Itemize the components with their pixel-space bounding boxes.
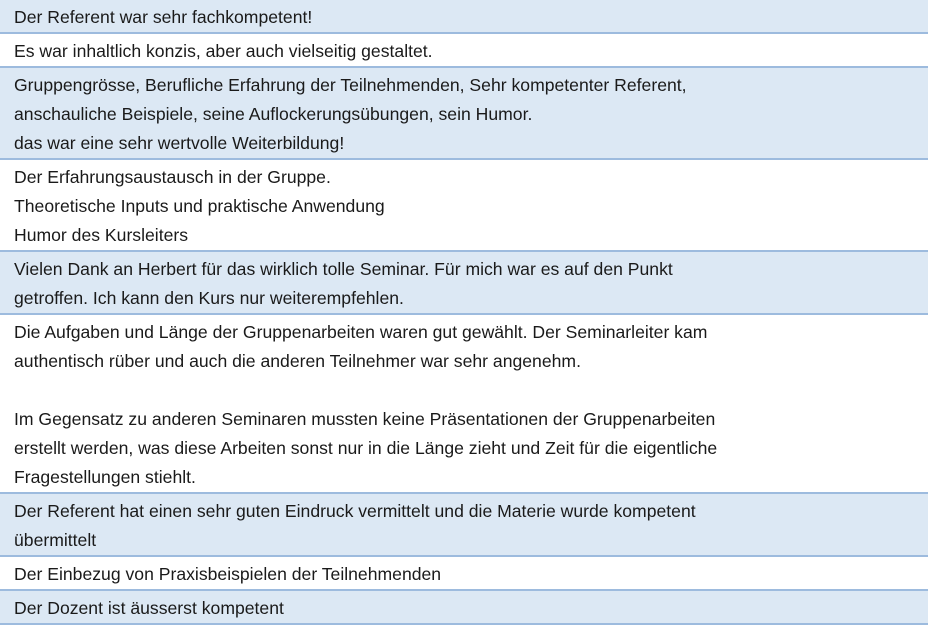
feedback-row (0, 557, 928, 591)
feedback-text-line: Humor des Kursleiters (14, 225, 189, 245)
feedback-text-line: getroffen. Ich kann den Kurs nur weiterempfehlen. (14, 288, 404, 308)
feedback-text-line: anschauliche Beispiele, seine Auflockerungsübungen, sein Humor. (14, 104, 533, 124)
feedback-text-line: Die Aufgaben und Länge der Gruppenarbeiten waren gut gewählt. Der Seminarleiter kam (14, 322, 708, 342)
feedback-text-line: Im Gegensatz zu anderen Seminaren mussten keine Präsentationen der Gruppenarbeiten (14, 409, 716, 429)
feedback-row (0, 160, 928, 252)
feedback-row (0, 34, 928, 68)
feedback-text-line: Fragestellungen stiehlt. (14, 467, 196, 487)
feedback-row (0, 68, 928, 160)
feedback-row (0, 315, 928, 494)
feedback-row (0, 591, 928, 625)
feedback-text-line: Der Einbezug von Praxisbeispielen der Teilnehmenden (14, 564, 442, 584)
feedback-text-line: Gruppengrösse, Berufliche Erfahrung der Teilnehmenden, Sehr kompetenter Referent, (14, 75, 687, 95)
feedback-row (0, 0, 928, 34)
blank-line (14, 376, 916, 405)
feedback-text-line: authentisch rüber und auch die anderen Teilnehmer war sehr angenehm. (14, 351, 581, 371)
feedback-text-line: übermittelt (14, 530, 97, 550)
feedback-text-line: Vielen Dank an Herbert für das wirklich tolle Seminar. Für mich war es auf den Punkt (14, 259, 673, 279)
feedback-text-line: Der Referent war sehr fachkompetent! (14, 7, 313, 27)
feedback-text-line: erstellt werden, was diese Arbeiten sonst nur in die Länge zieht und Zeit für die eigentliche (14, 438, 718, 458)
feedback-text-line: Es war inhaltlich konzis, aber auch vielseitig gestaltet. (14, 41, 433, 61)
feedback-text-line: das war eine sehr wertvolle Weiterbildung! (14, 133, 345, 153)
feedback-text-line: Der Erfahrungsaustausch in der Gruppe. (14, 167, 331, 187)
feedback-row (0, 494, 928, 557)
feedback-text-line: Theoretische Inputs und praktische Anwendung (14, 196, 385, 216)
feedback-row (0, 252, 928, 315)
feedback-text-line: Der Dozent ist äusserst kompetent (14, 598, 284, 618)
feedback-text-line: Der Referent hat einen sehr guten Eindruck vermittelt und die Materie wurde kompetent (14, 501, 696, 521)
